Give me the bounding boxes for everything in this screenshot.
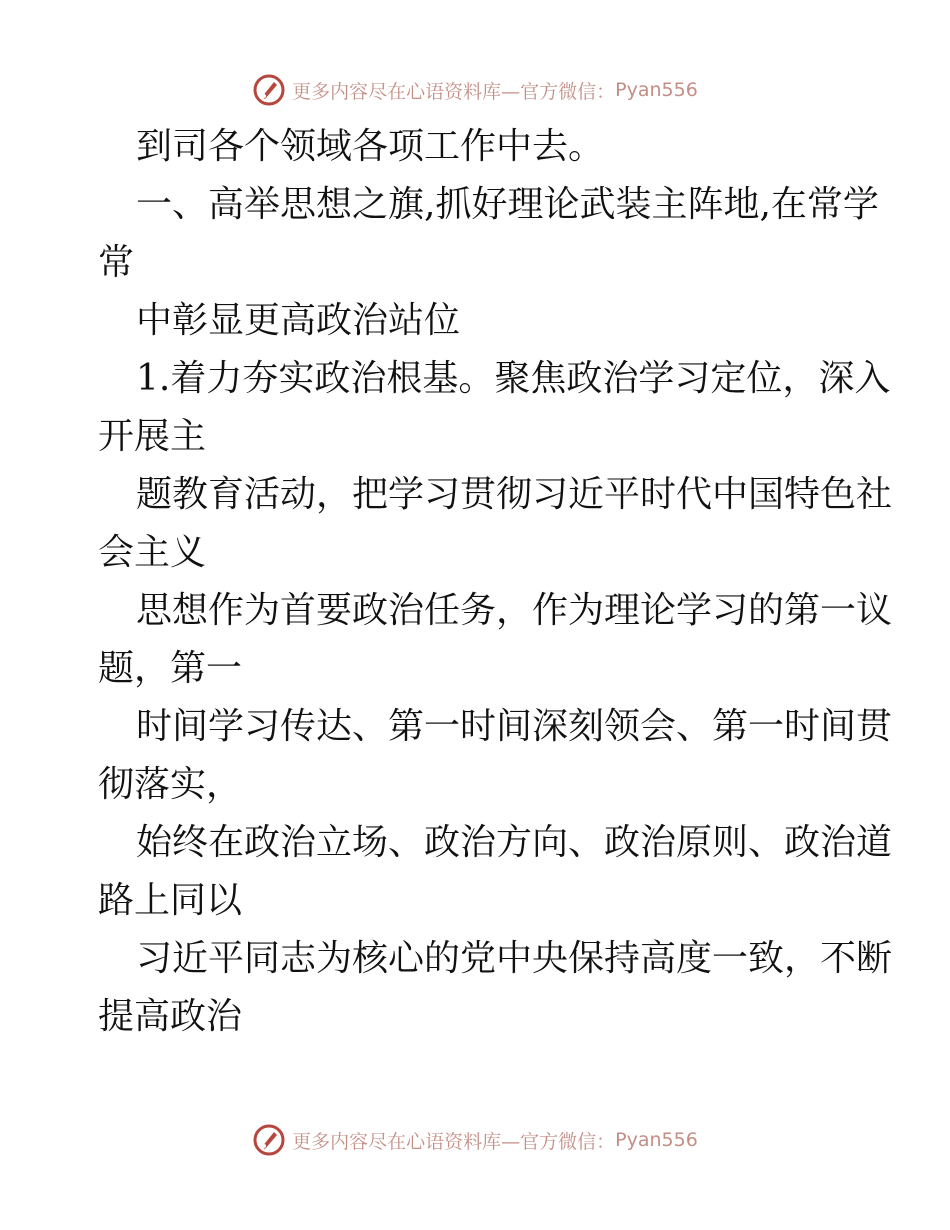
- footer-watermark: [0, 1120, 950, 1160]
- section-heading-line: 一、高举思想之旗,抓好理论武装主阵地,在常学: [136, 184, 879, 225]
- document-body: [98, 118, 893, 1046]
- text-line: 思想作为首要政治任务，作为理论学习的第一议: [136, 590, 893, 631]
- text-line: 始终在政治立场、政治方向、政治原则、政治道: [136, 822, 893, 863]
- text-line: 习近平同志为核心的党中央保持高度一致，不断: [136, 938, 893, 979]
- text-line: 开展主: [98, 416, 207, 457]
- text-line: 提高政治: [98, 996, 243, 1037]
- watermark-wechat-id: Pyan556: [615, 79, 698, 101]
- text-line: 题，第一: [98, 648, 243, 689]
- text-line: 常: [98, 242, 135, 283]
- section-heading-line: 中彰显更高政治站位: [136, 300, 461, 341]
- text-line: 1.着力夯实政治根基。聚焦政治学习定位，深入: [136, 358, 891, 399]
- watermark-wechat-id: Pyan556: [615, 1129, 698, 1151]
- text-line: 路上同以: [98, 880, 243, 921]
- text-line: 到司各个领域各项工作中去。: [136, 126, 605, 167]
- text-line: 会主义: [98, 532, 207, 573]
- watermark-text: 更多内容尽在心语资料库—官方微信：: [292, 80, 616, 103]
- text-line: 彻落实，: [98, 764, 243, 805]
- text-line: 题教育活动，把学习贯彻习近平时代中国特色社: [136, 474, 893, 515]
- watermark-text: 更多内容尽在心语资料库—官方微信：: [292, 1130, 616, 1153]
- quill-logo-icon: [252, 73, 286, 107]
- quill-logo-icon: [252, 1123, 286, 1157]
- header-watermark: [0, 70, 950, 110]
- text-line: 时间学习传达、第一时间深刻领会、第一时间贯: [136, 706, 893, 747]
